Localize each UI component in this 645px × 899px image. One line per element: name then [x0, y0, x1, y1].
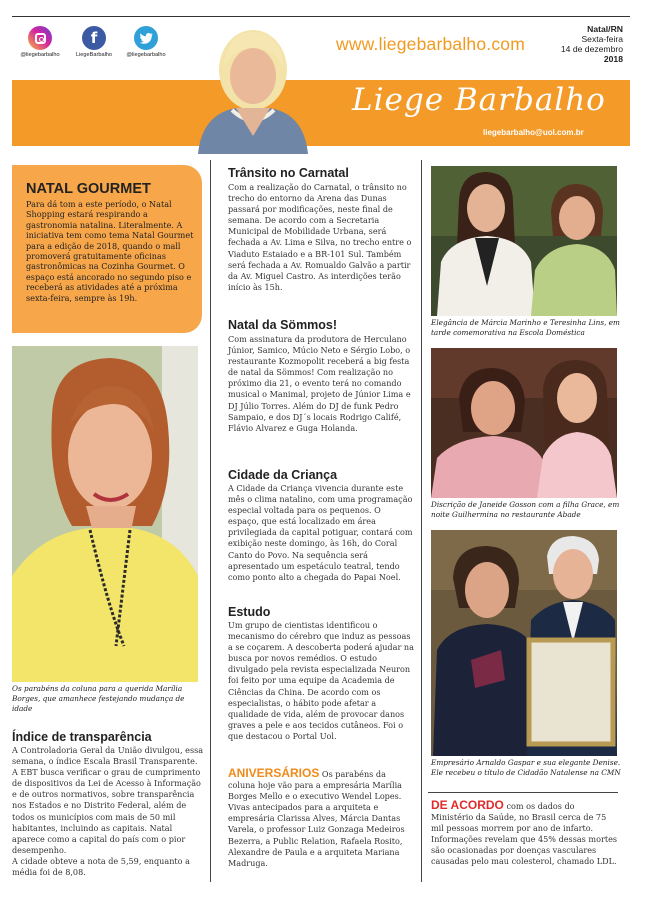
- transparencia-body-text: A Controladoria Geral da União divulgou, essa semana, o índice Escala Brasil Transparente. A EBT busca verificar o grau de cumprimento de dispositivos da Lei de Acesso à Informação e de outros normativos, sobre transparência nos Estados e no Distrito Federal, além de todos os municípios com mais de 50 mil habitantes, incluindo as capitais. Natal aparece como a capital do país com o pior desempenho.: [12, 745, 204, 855]
- column-brand-title: Liege Barbalho: [352, 82, 606, 118]
- sommos-title: Natal da Sömmos!: [228, 318, 338, 332]
- twitter-icon: [134, 26, 158, 50]
- twitter-link[interactable]: [116, 26, 176, 58]
- facebook-handle: LiegeBarbalho: [75, 52, 113, 58]
- facebook-icon: f: [82, 26, 106, 50]
- transparencia-body-text-2: A cidade obteve a nota de 5,59, enquanto a média foi de 8,08.: [12, 855, 190, 878]
- website-link[interactable]: www.liegebarbalho.com: [336, 34, 526, 54]
- caption-marilia-borges: Os parabéns da coluna para a querida Marília Borges, que amanhece festejando mudança de idade: [12, 684, 185, 713]
- aniversarios-section: [228, 768, 414, 869]
- natal-gourmet-body: Para dá tom a este período, o Natal Shopping estará respirando a gastronomia natalina. Literalmente. A iniciativa tem como tema Natal Gourmet para a edição de 2018, quando o mall promoverá gratuitamente oficinas gastronômicas na Cozinha Gourmet. O espaço está ancorado no segundo piso e receberá as atividades até a próxima sexta-feira, sempre às 19h.: [26, 199, 194, 303]
- transparencia-title: Índice de transparência: [12, 730, 152, 744]
- de-acordo-rule: [428, 792, 618, 793]
- de-acordo-section: [431, 800, 619, 868]
- aniversarios-title: ANIVERSÁRIOS: [228, 766, 320, 780]
- sommos-body: Com assinatura da produtora de Herculano Júnior, Samico, Múcio Neto e Sérgio Lobo, o restaurante Kozmopolit receberá a big festa de natal da Sömmos! Com realização no próximo dia 21, o evento terá no comando musical o Manimal, projeto de Júnior Lima e DJ Júlio Torres. Além do DJ de funk Pedro Sampaio, e dos DJ´s locais Rodrigo Califé, Flávio Alvarez e Guga Holanda.: [228, 334, 411, 433]
- estudo-title: Estudo: [228, 605, 271, 619]
- aniversarios-body: Os parabéns da coluna hoje vão para a empresária Marília Borges Mello e o executivo Wendel Lopes. Vivas antecipados para a arquiteta e empresária Clarissa Alves, Márcia Dantas Varela, o professor Luiz Gonzaga Medeiros Bezerra, a Public Relation, Rafaela Rosito, Alexandre de Paula e a arquiteta Mariana Madruga.: [228, 769, 405, 868]
- edition-city: Natal/RN: [587, 24, 623, 34]
- crianca-body: A Cidade da Criança vivencia durante este mês o clima natalino, com uma programação especial voltada para os pequenos. O espaço, que está localizado em área privilegiada da capital potiguar, contará com exibição neste domingo, às 16h, do Coral Canto do Povo. Na sequência será apresentado um espetáculo teatral, tendo como ponto alto a chegada do Papai Noel.: [228, 483, 413, 582]
- photo-marcia-teresinha: [431, 166, 617, 316]
- photo-janeide-grace: [431, 348, 617, 498]
- edition-year: 2018: [603, 54, 623, 64]
- column-divider-left: [210, 160, 211, 882]
- photo-marilia-borges: [12, 346, 198, 682]
- column-email[interactable]: liegebarbalho@uol.com.br: [483, 128, 584, 137]
- instagram-icon: [28, 26, 52, 50]
- photo-arnaldo-denise: [431, 530, 617, 756]
- transito-title: Trânsito no Carnatal: [228, 166, 349, 180]
- caption-janeide-grace: Discrição de Janeide Gosson com a filha Grace, em noite Guilhermina no restaurante Abade: [431, 500, 620, 519]
- edition-date-block: [561, 24, 623, 64]
- instagram-link[interactable]: [10, 26, 70, 58]
- edition-weekday: Sexta-feira: [581, 34, 623, 44]
- estudo-body: Um grupo de cientistas identificou o mecanismo do cérebro que induz as pessoas a se coçarem. A descoberta poderá ajudar na busca por novos remédios. O estudo divulgado pela revista especializada Neuron foi feito por uma equipe da Academia de Ciências da China. De acordo com os especialistas, o hábito pode afetar a qualidade de vida, além de provocar danos graves a pele e aos tecidos cutâneos. Foi o que destacou o Portal Uol.: [228, 620, 414, 741]
- transparencia-body: [12, 745, 204, 878]
- caption-arnaldo-denise: Empresário Arnaldo Gaspar e sua elegante Denise. Ele recebeu o título de Cidadão Natalense na CMN: [431, 758, 621, 777]
- natal-gourmet-title: NATAL GOURMET: [26, 181, 151, 197]
- column-divider-right: [421, 160, 422, 882]
- transito-body: Com a realização do Carnatal, o trânsito no trecho do entorno da Arena das Dunas passará por modificações, neste final de semana. De acordo com a Secretaria Municipal de Mobilidade Urbana, será fechada a Av. Lima e Silva, no trecho entre o Viaduto Estaiado e a BR-101 Sul. Também será fechada a Av. Romualdo Galvão a partir da Av. Miguel Castro. As interdições terão início às 15h.: [228, 182, 412, 292]
- de-acordo-title: DE ACORDO: [431, 798, 504, 812]
- twitter-handle: @liegebarbalho: [126, 52, 166, 58]
- header-top-rule: [12, 16, 630, 17]
- crianca-title: Cidade da Criança: [228, 468, 338, 482]
- caption-marcia-teresinha: Elegância de Márcia Marinho e Teresinha Lins, em tarde comemorativa na Escola Doméstica: [431, 318, 620, 337]
- edition-date: 14 de dezembro: [560, 44, 623, 54]
- instagram-handle: @liegebarbalho: [20, 52, 60, 58]
- columnist-portrait: [188, 18, 318, 154]
- facebook-link[interactable]: [64, 26, 124, 58]
- de-acordo-body: com os dados do Ministério da Saúde, no Brasil cerca de 75 mil pessoas morrem por ano de infarto. Informações revelam que 45% dessas mortes são ocasionadas por doenças vasculares causadas pelo mau colesterol, chamado LDL.: [431, 801, 618, 867]
- natal-gourmet-box: [12, 165, 202, 333]
